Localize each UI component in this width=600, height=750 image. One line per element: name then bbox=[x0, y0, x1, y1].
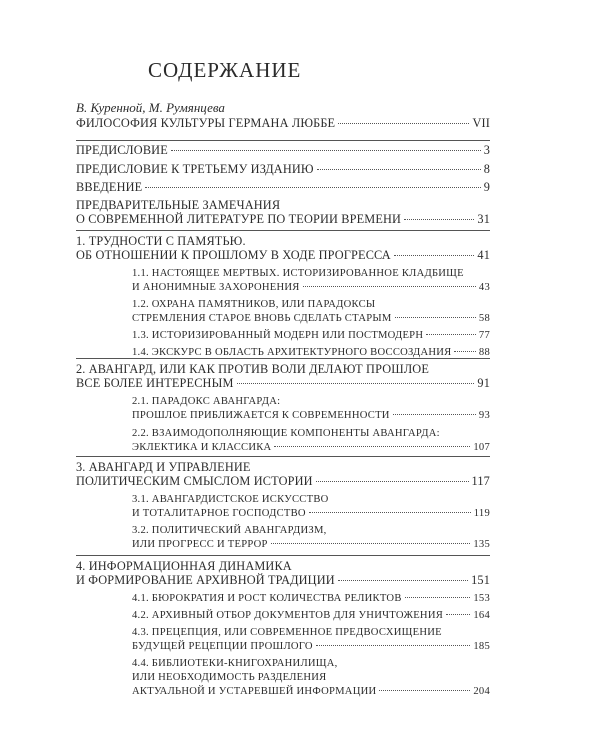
dot-leader bbox=[145, 187, 480, 188]
toc-entry bbox=[76, 362, 490, 377]
toc-subentry bbox=[132, 539, 490, 550]
toc-entry-title: 4.1. БЮРОКРАТИЯ И РОСТ КОЛИЧЕСТВА РЕЛИКТОВ bbox=[132, 593, 402, 604]
dot-leader bbox=[317, 169, 481, 170]
toc-entry-title: ВСЕ БОЛЕЕ ИНТЕРЕСНЫМ bbox=[76, 376, 234, 390]
toc-page-number: 88 bbox=[478, 347, 490, 358]
toc-entry-title: ПОЛИТИЧЕСКИМ СМЫСЛОМ ИСТОРИИ bbox=[76, 474, 313, 488]
section-divider bbox=[76, 555, 490, 556]
dot-leader bbox=[338, 123, 469, 124]
toc-page-number: 91 bbox=[477, 376, 490, 390]
toc-page-number: 119 bbox=[473, 508, 490, 519]
toc-entry-title: 2. АВАНГАРД, ИЛИ КАК ПРОТИВ ВОЛИ ДЕЛАЮТ ПРОШЛОЕ bbox=[76, 362, 429, 376]
toc-entry-title: 2.1. ПАРАДОКС АВАНГАРДА: bbox=[132, 396, 281, 407]
toc-entry-title: 4.4. БИБЛИОТЕКИ-КНИГОХРАНИЛИЩА, bbox=[132, 658, 338, 669]
section-divider bbox=[76, 456, 490, 457]
toc-subentry bbox=[132, 593, 490, 604]
page-title: СОДЕРЖАНИЕ bbox=[148, 58, 302, 82]
toc-entry bbox=[76, 248, 490, 263]
dot-leader bbox=[454, 351, 475, 352]
toc-page-number: 3 bbox=[483, 143, 490, 157]
toc-entry bbox=[76, 198, 490, 213]
toc-entry-title: И АНОНИМНЫЕ ЗАХОРОНЕНИЯ bbox=[132, 282, 300, 293]
dot-leader bbox=[171, 150, 481, 151]
toc-subentry bbox=[132, 508, 490, 519]
toc-entry-title: 1.3. ИСТОРИЗИРОВАННЫЙ МОДЕРН ИЛИ ПОСТМОДЕРН bbox=[132, 330, 424, 341]
dot-leader bbox=[405, 597, 471, 598]
toc-entry-title: 1.4. ЭКСКУРС В ОБЛАСТЬ АРХИТЕКТУРНОГО ВОССОЗДАНИЯ bbox=[132, 347, 452, 358]
toc-page-number: 135 bbox=[473, 539, 490, 550]
toc-page-number: 151 bbox=[471, 573, 490, 587]
toc-page-number: 204 bbox=[473, 686, 490, 697]
dot-leader bbox=[426, 334, 476, 335]
toc-subentry bbox=[132, 396, 490, 407]
toc-subentry bbox=[132, 330, 490, 341]
dot-leader bbox=[316, 645, 471, 646]
toc-entry-title: ИЛИ НЕОБХОДИМОСТЬ РАЗДЕЛЕНИЯ bbox=[132, 672, 327, 683]
toc-subentry bbox=[132, 658, 490, 669]
section-divider bbox=[76, 230, 490, 231]
toc-entry-title: 1.2. ОХРАНА ПАМЯТНИКОВ, ИЛИ ПАРАДОКСЫ bbox=[132, 299, 376, 310]
toc-entry-title: ПРЕДВАРИТЕЛЬНЫЕ ЗАМЕЧАНИЯ bbox=[76, 198, 281, 212]
toc-page-number: 9 bbox=[483, 180, 490, 194]
toc-page-number: 117 bbox=[471, 474, 490, 488]
toc-subentry bbox=[132, 299, 490, 310]
toc-entry-title: 1.1. НАСТОЯЩЕЕ МЕРТВЫХ. ИСТОРИЗИРОВАННОЕ КЛАДБИЩЕ bbox=[132, 268, 464, 279]
dot-leader bbox=[404, 219, 474, 220]
toc-entry-title: ВВЕДЕНИЕ bbox=[76, 180, 143, 194]
toc-entry-title: 1. ТРУДНОСТИ С ПАМЯТЬЮ. bbox=[76, 234, 246, 248]
toc-page-number: 8 bbox=[483, 162, 490, 176]
toc-entry bbox=[76, 559, 490, 574]
toc-page-number: 31 bbox=[477, 212, 490, 226]
toc-entry bbox=[76, 573, 490, 588]
toc-subentry bbox=[132, 686, 490, 697]
dot-leader bbox=[395, 317, 476, 318]
dot-leader bbox=[303, 286, 476, 287]
dot-leader bbox=[393, 414, 476, 415]
toc-page-number: 41 bbox=[477, 248, 490, 262]
toc-subentry bbox=[132, 672, 490, 683]
toc-entry-title: И ФОРМИРОВАНИЕ АРХИВНОЙ ТРАДИЦИИ bbox=[76, 573, 335, 587]
toc-page-number: 93 bbox=[478, 410, 490, 421]
section-divider bbox=[76, 140, 490, 141]
toc-entry-title: СТРЕМЛЕНИЯ СТАРОЕ ВНОВЬ СДЕЛАТЬ СТАРЫМ bbox=[132, 313, 392, 324]
toc-entry-title: 3.2. ПОЛИТИЧЕСКИЙ АВАНГАРДИЗМ, bbox=[132, 525, 327, 536]
toc-page-number: 77 bbox=[478, 330, 490, 341]
toc-page-number: 164 bbox=[473, 610, 490, 621]
toc-entry bbox=[76, 180, 490, 195]
toc-entry-title: АКТУАЛЬНОЙ И УСТАРЕВШЕЙ ИНФОРМАЦИИ bbox=[132, 686, 377, 697]
dot-leader bbox=[316, 481, 469, 482]
toc-subentry bbox=[132, 627, 490, 638]
toc-subentry bbox=[132, 610, 490, 621]
dot-leader bbox=[237, 383, 475, 384]
toc-entry-title: ОБ ОТНОШЕНИИ К ПРОШЛОМУ В ХОДЕ ПРОГРЕССА bbox=[76, 248, 391, 262]
toc-entry bbox=[76, 234, 490, 249]
toc-subentry bbox=[132, 494, 490, 505]
toc-entry-title: БУДУЩЕЙ РЕЦЕПЦИИ ПРОШЛОГО bbox=[132, 641, 313, 652]
dot-leader bbox=[379, 690, 470, 691]
toc-page-number: 58 bbox=[478, 313, 490, 324]
toc-subentry bbox=[132, 428, 490, 439]
toc-entry-title: ФИЛОСОФИЯ КУЛЬТУРЫ ГЕРМАНА ЛЮББЕ bbox=[76, 116, 336, 130]
toc-subentry bbox=[132, 641, 490, 652]
dot-leader bbox=[338, 580, 468, 581]
toc-subentry bbox=[132, 442, 490, 453]
dot-leader bbox=[394, 255, 475, 256]
dot-leader bbox=[274, 446, 470, 447]
toc-page-number: 153 bbox=[473, 593, 490, 604]
toc-subentry bbox=[132, 268, 490, 279]
toc-entry bbox=[76, 460, 490, 475]
toc-page-number: 107 bbox=[473, 442, 490, 453]
dot-leader bbox=[271, 543, 471, 544]
section-divider bbox=[76, 358, 490, 359]
toc-page-number: 185 bbox=[473, 641, 490, 652]
toc-entry-title: 4. ИНФОРМАЦИОННАЯ ДИНАМИКА bbox=[76, 559, 292, 573]
toc-entry-title: ИЛИ ПРОГРЕСС И ТЕРРОР bbox=[132, 539, 268, 550]
toc-subentry bbox=[132, 410, 490, 421]
toc-entry-title: ПРОШЛОЕ ПРИБЛИЖАЕТСЯ К СОВРЕМЕННОСТИ bbox=[132, 410, 390, 421]
toc-page-number: 43 bbox=[478, 282, 490, 293]
toc-entry bbox=[76, 212, 490, 227]
toc-page-number: VII bbox=[472, 116, 490, 130]
toc-entry bbox=[76, 116, 490, 131]
toc-entry-title: 3. АВАНГАРД И УПРАВЛЕНИЕ bbox=[76, 460, 251, 474]
toc-entry-title: 2.2. ВЗАИМОДОПОЛНЯЮЩИЕ КОМПОНЕНТЫ АВАНГАРДА: bbox=[132, 428, 440, 439]
toc-entry-title: ПРЕДИСЛОВИЕ К ТРЕТЬЕМУ ИЗДАНИЮ bbox=[76, 162, 314, 176]
toc-entry-title: 4.3. ПРЕЦЕПЦИЯ, ИЛИ СОВРЕМЕННОЕ ПРЕДВОСХИЩЕНИЕ bbox=[132, 627, 442, 638]
dot-leader bbox=[446, 614, 470, 615]
toc-subentry bbox=[132, 347, 490, 358]
toc-entry-title: ПРЕДИСЛОВИЕ bbox=[76, 143, 168, 157]
toc-entry bbox=[76, 143, 490, 158]
toc-entry-title: И ТОТАЛИТАРНОЕ ГОСПОДСТВО bbox=[132, 508, 306, 519]
toc-subentry bbox=[132, 525, 490, 536]
toc-entry bbox=[76, 376, 490, 391]
toc-subentry bbox=[132, 313, 490, 324]
dot-leader bbox=[309, 512, 471, 513]
toc-entry-title: 3.1. АВАНГАРДИСТСКОЕ ИСКУССТВО bbox=[132, 494, 329, 505]
toc-entry bbox=[76, 162, 490, 177]
toc-subentry bbox=[132, 282, 490, 293]
author-names: В. Куренной, М. Румянцева bbox=[76, 100, 225, 115]
toc-entry-title: ЭКЛЕКТИКА И КЛАССИКА bbox=[132, 442, 272, 453]
toc-entry-title: 4.2. АРХИВНЫЙ ОТБОР ДОКУМЕНТОВ ДЛЯ УНИЧТОЖЕНИЯ bbox=[132, 610, 444, 621]
toc-entry-title: О СОВРЕМЕННОЙ ЛИТЕРАТУРЕ ПО ТЕОРИИ ВРЕМЕНИ bbox=[76, 212, 402, 226]
toc-entry bbox=[76, 474, 490, 489]
